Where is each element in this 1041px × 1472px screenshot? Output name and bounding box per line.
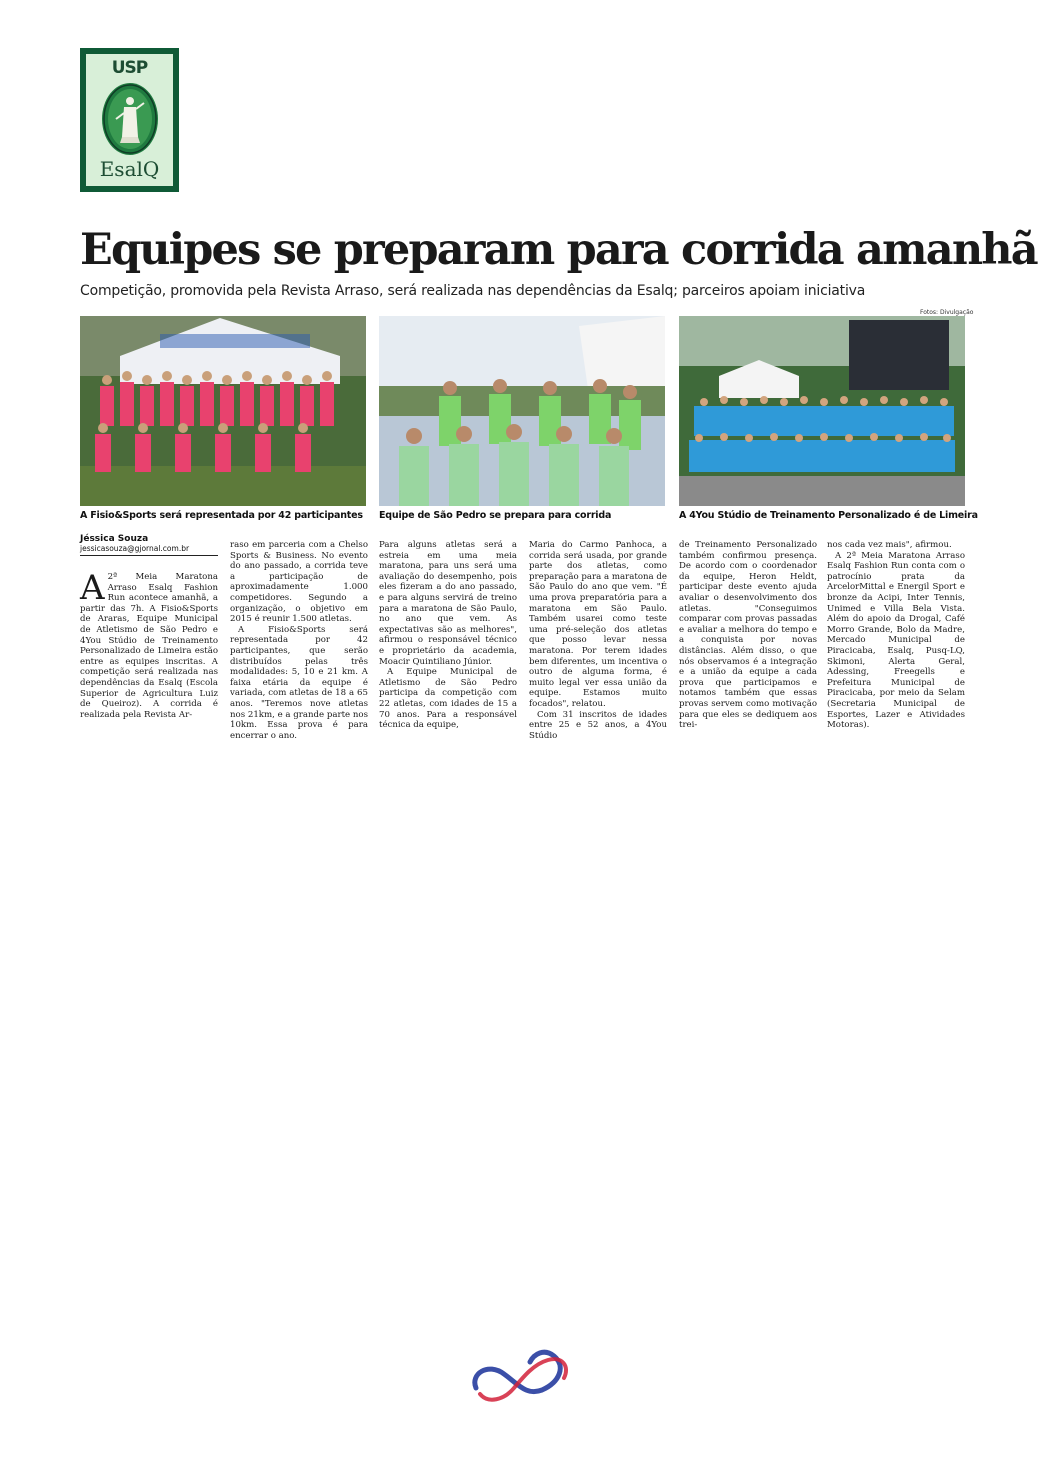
logo-bottom-text: EsalQ [99, 157, 160, 181]
byline [80, 534, 218, 556]
author-email: jessicasouza@gjornal.com.br [80, 544, 190, 553]
photo-sao-pedro-team [379, 316, 665, 506]
photo-4you-team [679, 316, 965, 506]
article-paragraph: A 2ª Meia Maratona Arraso Esalq Fashion Run acontece amanhã, a partir das 7h. A Fisio&Sports de Araras, Equipe Municipal de Atletismo de São Pedro e 4You Stúdio de Treinamento Personalizado de Limeira estão entre as equipes inscritas. A competição será realizada nas dependências da Esalq (Escola Superior de Agricultura Luiz de Queiroz). A corrida é realizada pela Revista Ar- [80, 568, 218, 720]
photo-caption-4you: A 4You Stúdio de Treinamento Personalizado é de Limeira [679, 510, 978, 521]
logo-badge [86, 54, 173, 186]
logo-figure-icon [102, 83, 158, 155]
article-paragraph: de Treinamento Personalizado também confirmou presença. De acordo com o coordenador da equipe, Heron Heldt, participar deste evento ajuda avaliar o desenvolvimento dos atletas. "Conseguimos comparar com provas passadas e avaliar a melhora do tempo e a conquista por novas distâncias. Além disso, o que nós observamos é a integração e a união da equipe a cada prova que participamos e notamos também que essas provas servem como motivação para que eles se dediquem aos trei- [679, 540, 817, 731]
subheadline: Competição, promovida pela Revista Arraso, será realizada nas dependências da Esalq; parceiros apoiam iniciativa [80, 283, 866, 299]
drop-cap: A [80, 568, 105, 608]
article-column-2 [230, 540, 368, 741]
article-paragraph: A Fisio&Sports será representada por 42 participantes, que serão distribuídos pelas três modalidades: 5, 10 e 21 km. A faixa etária da equipe é variada, com atletas de 18 a 65 anos. "Teremos nove atletas nos 21km, e a grande parte nos 10km. Essa prova é para encerrar o ano. [230, 624, 368, 741]
article-paragraph: Maria do Carmo Panhoca, a corrida será usada, por grande parte dos atletas, como preparação para a maratona de São Paulo do ano que vem. "É uma prova preparatória para a maratona em São Paulo. Também usarei como teste uma pré-seleção dos atletas que posso levar nessa maratona. Por terem idades bem diferentes, um incentiva o outro de alguma forma, é muito legal ver essa união da equipe. Estamos muito focados", relatou. [529, 540, 667, 709]
article-column-6 [827, 540, 965, 731]
article-column-3 [379, 540, 517, 731]
article-column-5 [679, 540, 817, 731]
author-name: Jéssica Souza [80, 534, 149, 544]
headline: Equipes se preparam para corrida amanhã [80, 225, 1037, 275]
photo-caption-fisio: A Fisio&Sports será representada por 42 participantes [80, 510, 363, 521]
article-paragraph: A Equipe Municipal de Atletismo de São Pedro participa da competição com 22 atletas, com idades de 15 a 70 anos. Para a responsável técnica da equipe, [379, 667, 517, 731]
article-paragraph: A 2ª Meia Maratona Arraso Esalq Fashion Run conta com o patrocínio prata da ArcelorMittal e Energil Sport e bronze da Acipi, Inter Tennis, Unimed e Villa Bela Vista. Além do apoio da Drogal, Café Morro Grande, Bolo da Madre, Mercado Municipal de Piracicaba, Esalq, Pusq-LQ, Skimoni, Alerta Geral, Adessing, Freegells e Prefeitura Municipal de Piracicaba, por meio da Selam (Secretaria Municipal de Esportes, Lazer e Atividades Motoras). [827, 550, 965, 731]
article-column-1 [80, 568, 218, 720]
footer-ribbon-logo-icon [468, 1344, 572, 1406]
photo-credit: Fotos: Divulgação [920, 309, 974, 316]
photo-caption-sao-pedro: Equipe de São Pedro se prepara para corrida [379, 510, 612, 521]
article-paragraph: Com 31 inscritos de idades entre 25 e 52 anos, a 4You Stúdio [529, 709, 667, 741]
article-column-4 [529, 540, 667, 741]
photo-fisio-sports-team [80, 316, 366, 506]
article-paragraph: Para alguns atletas será a estreia em uma meia maratona, para uns será uma avaliação do desempenho, pois eles fizeram a do ano passado, e para alguns servirá de treino para a maratona de São Paulo, no ano que vem. As expectativas são as melhores", afirmou o responsável técnico e proprietário da academia, Moacir Quintiliano Júnior. [379, 540, 517, 667]
logo-top-text: USP [111, 58, 148, 78]
usp-esalq-logo [80, 48, 179, 192]
article-paragraph: nos cada vez mais", afirmou. [827, 540, 952, 550]
article-paragraph: raso em parceria com a Chelso Sports & Business. No evento do ano passado, a corrida teve a participação de aproximadamente 1.000 competidores. Segundo a organização, o objetivo em 2015 é reunir 1.500 atletas. [230, 540, 368, 625]
